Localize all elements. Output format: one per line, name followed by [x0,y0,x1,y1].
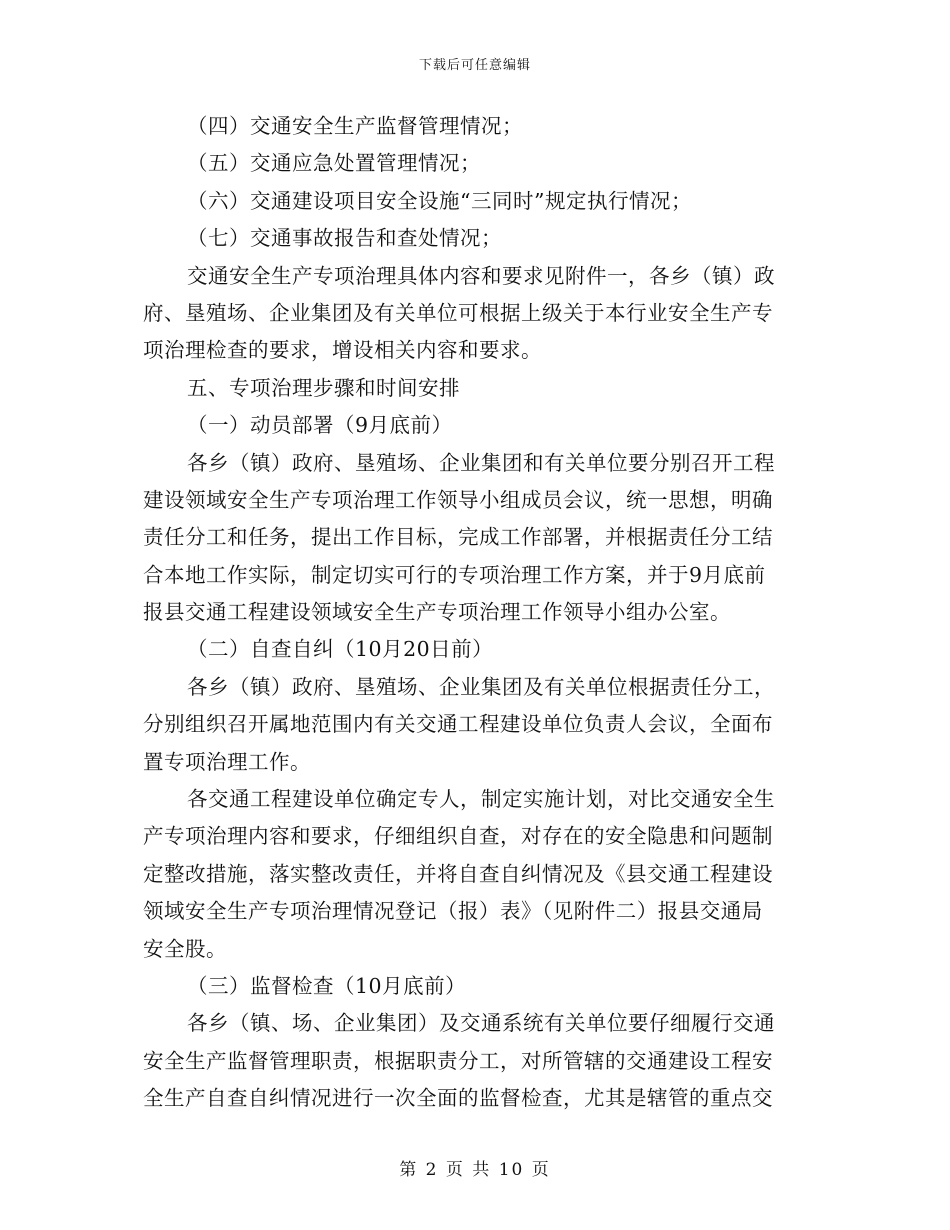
text-line: 各乡（镇）政府、垦殖场、企业集团及有关单位根据责任分工， [187,674,775,699]
text-line: （一）动员部署（9月底前） [187,413,453,438]
text-line: 定整改措施，落实整改责任，并将自查自纠情况及《县交通工程建设 [143,861,773,886]
text-line: 安全股。 [143,936,227,961]
text-line: （六）交通建设项目安全设施“三同时”规定执行情况； [187,188,692,213]
text-line: （二）自查自纠（10月20日前） [187,637,494,662]
text-line: （五）交通应急处置管理情况； [187,151,481,176]
page-header: 下载后可任意编辑 [418,58,531,73]
text-line: 建设领域安全生产专项治理工作领导小组成员会议，统一思想，明确 [143,487,773,512]
text-line: 合本地工作实际，制定切实可行的专项治理工作方案，并于9月底前 [143,562,766,587]
text-line: 府、垦殖场、企业集团及有关单位可根据上级关于本行业安全生产专 [143,300,773,325]
text-line: 各乡（镇、场、企业集团）及交通系统有关单位要仔细履行交通 [187,1011,775,1036]
page-footer: 第 2 页 共 10 页 [399,1160,551,1180]
text-line: 安全生产监督管理职责，根据职责分工，对所管辖的交通建设工程安 [143,1048,773,1073]
text-line: （四）交通安全生产监督管理情况； [187,114,523,138]
text-line: 各交通工程建设单位确定专人，制定实施计划，对比交通安全生 [187,787,775,812]
text-line: （三）监督检查（10月底前） [187,973,467,998]
text-line: 全生产自查自纠情况进行一次全面的监督检查，尤其是辖管的重点交 [143,1086,773,1111]
text-line: 报县交通工程建设领域安全生产专项治理工作领导小组办公室。 [143,600,731,625]
text-line: 产专项治理内容和要求，仔细组织自查，对存在的安全隐患和问题制 [143,824,773,849]
document-body [143,108,808,1118]
text-line: 领域安全生产专项治理情况登记（报）表》（见附件二）报县交通局 [143,899,763,924]
text-line: 五、专项治理步骤和时间安排 [187,375,460,400]
text-line: 交通安全生产专项治理具体内容和要求见附件一，各乡（镇）政 [187,263,775,288]
text-line: 责任分工和任务，提出工作目标，完成工作部署，并根据责任分工结 [143,525,773,550]
text-line: 置专项治理工作。 [143,749,311,774]
text-line: （七）交通事故报告和查处情况； [187,226,502,251]
text-line: 项治理检查的要求，增设相关内容和要求。 [143,338,542,363]
text-line: 各乡（镇）政府、垦殖场、企业集团和有关单位要分别召开工程 [187,450,775,475]
text-line: 分别组织召开属地范围内有关交通工程建设单位负责人会议，全面布 [143,712,773,737]
